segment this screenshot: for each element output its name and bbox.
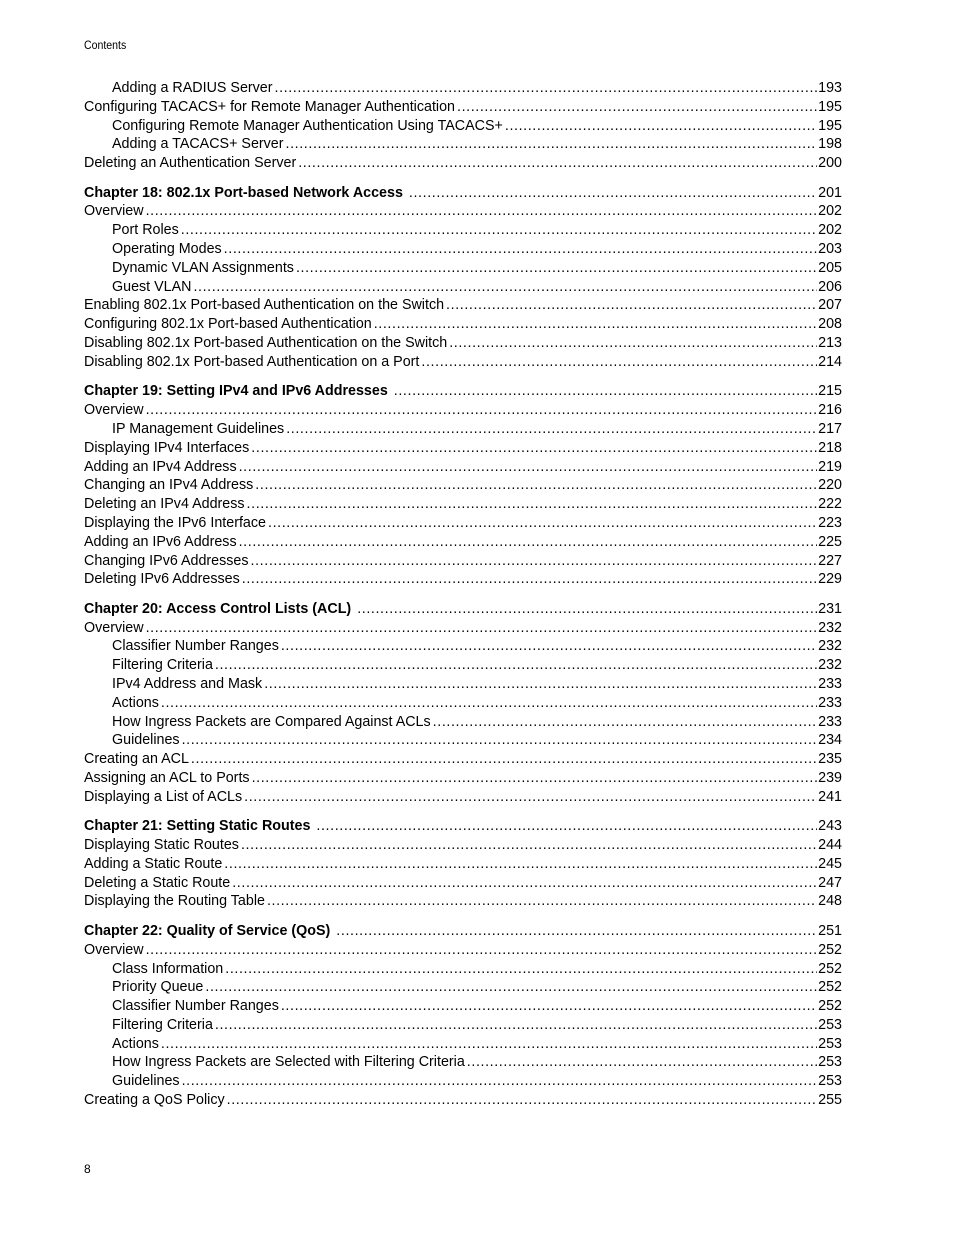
toc-chapter-heading[interactable] <box>84 817 842 836</box>
toc-entry[interactable] <box>84 458 842 477</box>
toc-entry-title: Configuring 802.1x Port-based Authentication <box>84 316 372 333</box>
toc-entry-page: 233 <box>818 675 842 692</box>
dot-leader <box>213 1016 817 1035</box>
dot-leader <box>419 353 817 372</box>
dot-leader <box>273 79 818 98</box>
toc-entry[interactable] <box>84 570 842 589</box>
toc-entry[interactable] <box>84 1035 842 1054</box>
toc-entry[interactable] <box>84 694 842 713</box>
toc-entry[interactable] <box>84 495 842 514</box>
toc-entry-page: 253 <box>818 1073 842 1090</box>
toc-entry-title: Displaying a List of ACLs <box>84 788 243 805</box>
toc-entry[interactable] <box>84 439 842 458</box>
dot-leader <box>253 476 817 495</box>
toc-entry-page: 232 <box>818 638 842 655</box>
toc-entry-title: Port Roles <box>112 222 179 239</box>
dot-leader <box>237 458 818 477</box>
toc-entry-title: Enabling 802.1x Port-based Authentication on the Switch <box>84 297 445 314</box>
toc-entry-page: 229 <box>818 571 842 588</box>
toc-entry[interactable] <box>84 941 842 960</box>
toc-entry-title: How Ingress Packets are Compared Against ACLs <box>112 713 431 730</box>
dot-leader <box>223 960 817 979</box>
dot-leader <box>237 533 818 552</box>
dot-leader <box>279 637 817 656</box>
toc-entry[interactable] <box>84 221 842 240</box>
dot-leader <box>431 713 817 732</box>
toc-entry-page: 235 <box>818 751 842 768</box>
dot-leader <box>249 439 817 458</box>
toc-entry[interactable] <box>84 117 842 136</box>
toc-entry-title: IPv4 Address and Mask <box>112 675 263 692</box>
page-number: 8 <box>84 1162 91 1176</box>
toc-entry-page: 217 <box>818 420 842 437</box>
toc-entry-page: 247 <box>818 874 842 891</box>
toc-entry[interactable] <box>84 1053 842 1072</box>
toc-entry[interactable] <box>84 637 842 656</box>
toc-entry-page: 253 <box>818 1016 842 1033</box>
dot-leader <box>250 769 818 788</box>
toc-entry-page: 215 <box>818 383 842 400</box>
toc-entry[interactable] <box>84 731 842 750</box>
toc-entry[interactable] <box>84 420 842 439</box>
toc-chapter-heading[interactable] <box>84 382 842 401</box>
toc-entry[interactable] <box>84 334 842 353</box>
toc-entry[interactable] <box>84 892 842 911</box>
toc-entry-title: Guest VLAN <box>112 278 192 295</box>
toc-entry-title: Chapter 21: Setting Static Routes <box>84 818 311 835</box>
toc-entry-title: Classifier Number Ranges <box>112 998 279 1015</box>
dot-leader <box>180 731 818 750</box>
running-header: Contents <box>84 38 127 52</box>
toc-entry-title: Guidelines <box>112 732 180 749</box>
toc-entry[interactable] <box>84 353 842 372</box>
toc-entry-title: Class Information <box>112 960 224 977</box>
toc-entry-page: 223 <box>818 514 842 531</box>
toc-entry[interactable] <box>84 240 842 259</box>
toc-entry[interactable] <box>84 960 842 979</box>
toc-entry[interactable] <box>84 769 842 788</box>
toc-entry[interactable] <box>84 874 842 893</box>
toc-entry-title: Deleting a Static Route <box>84 874 231 891</box>
toc-entry-page: 253 <box>818 1035 842 1052</box>
toc-entry-page: 239 <box>818 769 842 786</box>
toc-entry-page: 205 <box>818 259 842 276</box>
dot-leader <box>249 552 818 571</box>
toc-entry[interactable] <box>84 278 842 297</box>
toc-entry[interactable] <box>84 855 842 874</box>
toc-entry-title: Operating Modes <box>112 241 222 258</box>
toc-entry-page: 243 <box>818 818 842 835</box>
toc-entry-title: IP Management Guidelines <box>112 420 285 437</box>
toc-entry[interactable] <box>84 750 842 769</box>
toc-entry-page: 253 <box>818 1054 842 1071</box>
toc-entry-page: 233 <box>818 694 842 711</box>
table-of-contents <box>84 79 842 1110</box>
toc-entry-title: Deleting an IPv4 Address <box>84 496 245 513</box>
toc-entry-title: Adding an IPv4 Address <box>84 458 237 475</box>
toc-entry-page: 193 <box>818 80 842 96</box>
toc-entry-page: 252 <box>818 979 842 996</box>
toc-entry-title: Changing IPv6 Addresses <box>84 552 249 569</box>
toc-entry[interactable] <box>84 1072 842 1091</box>
dot-leader <box>314 817 817 836</box>
dot-leader <box>265 892 817 911</box>
toc-entry-title: Overview <box>84 619 144 636</box>
dot-leader <box>179 221 817 240</box>
toc-entry[interactable] <box>84 978 842 997</box>
dot-leader <box>225 1091 817 1110</box>
toc-entry-title: Chapter 18: 802.1x Port-based Network Access <box>84 184 403 201</box>
toc-entry[interactable] <box>84 1016 842 1035</box>
toc-entry-title: Priority Queue <box>112 979 204 996</box>
toc-entry-title: Adding a Static Route <box>84 855 223 872</box>
toc-entry-title: Actions <box>112 1035 159 1052</box>
toc-entry-title: Displaying Static Routes <box>84 837 239 854</box>
toc-entry[interactable] <box>84 476 842 495</box>
toc-entry[interactable] <box>84 675 842 694</box>
toc-entry-title: Filtering Criteria <box>112 1016 213 1033</box>
toc-entry-title: Chapter 20: Access Control Lists (ACL) <box>84 600 352 617</box>
dot-leader <box>407 184 817 203</box>
toc-entry[interactable] <box>84 997 842 1016</box>
toc-chapter-heading[interactable] <box>84 922 842 941</box>
toc-entry-title: Overview <box>84 402 144 419</box>
toc-entry[interactable] <box>84 154 842 173</box>
dot-leader <box>222 855 817 874</box>
toc-entry-title: Assigning an ACL to Ports <box>84 769 250 786</box>
toc-entry-title: Disabling 802.1x Port-based Authentication on a Port <box>84 353 420 370</box>
toc-entry-page: 207 <box>818 297 842 314</box>
toc-entry-title: Dynamic VLAN Assignments <box>112 259 294 276</box>
toc-entry-title: Overview <box>84 203 144 220</box>
dot-leader <box>266 514 817 533</box>
dot-leader <box>465 1053 817 1072</box>
toc-entry-title: Changing an IPv4 Address <box>84 477 254 494</box>
dot-leader <box>245 495 818 514</box>
toc-entry-title: Overview <box>84 941 144 958</box>
dot-leader <box>447 334 817 353</box>
toc-entry-page: 200 <box>818 155 842 172</box>
dot-leader <box>284 135 818 154</box>
toc-entry-title: How Ingress Packets are Selected with Filtering Criteria <box>112 1054 465 1071</box>
toc-entry-page: 245 <box>818 855 842 872</box>
toc-entry-page: 232 <box>818 657 842 674</box>
toc-entry-title: Classifier Number Ranges <box>112 638 279 655</box>
toc-entry-page: 248 <box>818 893 842 910</box>
toc-entry[interactable] <box>84 788 842 807</box>
dot-leader <box>180 1072 818 1091</box>
toc-entry[interactable] <box>84 98 842 117</box>
toc-entry-page: 222 <box>818 496 842 513</box>
toc-entry-title: Guidelines <box>112 1073 180 1090</box>
dot-leader <box>240 570 817 589</box>
toc-entry-page: 252 <box>818 941 842 958</box>
toc-entry[interactable] <box>84 79 842 98</box>
toc-entry-title: Displaying the IPv6 Interface <box>84 514 266 531</box>
toc-entry-page: 251 <box>818 922 842 939</box>
dot-leader <box>503 117 817 136</box>
toc-entry-title: Actions <box>112 694 159 711</box>
dot-leader <box>230 874 817 893</box>
toc-entry[interactable] <box>84 296 842 315</box>
toc-entry-title: Filtering Criteria <box>112 657 213 674</box>
dot-leader <box>294 259 817 278</box>
toc-entry-page: 234 <box>818 732 842 749</box>
dot-leader <box>239 836 817 855</box>
dot-leader <box>144 941 818 960</box>
toc-entry-title: Creating an ACL <box>84 751 189 768</box>
toc-entry-page: 213 <box>818 335 842 352</box>
dot-leader <box>159 694 817 713</box>
dot-leader <box>296 154 817 173</box>
toc-entry-page: 203 <box>818 241 842 258</box>
dot-leader <box>159 1035 817 1054</box>
toc-entry-page: 201 <box>818 184 842 201</box>
toc-entry-page: 195 <box>818 98 842 115</box>
toc-entry[interactable] <box>84 135 842 154</box>
toc-entry-title: Deleting IPv6 Addresses <box>84 571 240 588</box>
toc-entry[interactable] <box>84 552 842 571</box>
toc-entry-page: 241 <box>818 788 842 805</box>
dot-leader <box>144 619 818 638</box>
toc-entry-page: 216 <box>818 402 842 419</box>
toc-entry-title: Configuring TACACS+ for Remote Manager Authentication <box>84 98 455 115</box>
toc-entry-page: 220 <box>818 477 842 494</box>
toc-entry-title: Configuring Remote Manager Authentication Using TACACS+ <box>112 117 503 134</box>
toc-entry[interactable] <box>84 619 842 638</box>
dot-leader <box>213 656 817 675</box>
toc-entry-page: 198 <box>818 136 842 153</box>
toc-entry-page: 206 <box>818 278 842 295</box>
dot-leader <box>144 401 818 420</box>
toc-entry-page: 232 <box>818 619 842 636</box>
dot-leader <box>334 922 817 941</box>
toc-entry-page: 202 <box>818 222 842 239</box>
toc-entry-page: 225 <box>818 533 842 550</box>
dot-leader <box>242 788 817 807</box>
toc-entry[interactable] <box>84 1091 842 1110</box>
toc-entry-page: 231 <box>818 600 842 617</box>
toc-entry-title: Adding a RADIUS Server <box>112 80 273 96</box>
toc-entry-page: 233 <box>818 713 842 730</box>
toc-entry-page: 208 <box>818 316 842 333</box>
toc-entry[interactable] <box>84 259 842 278</box>
dot-leader <box>222 240 817 259</box>
toc-entry-title: Displaying IPv4 Interfaces <box>84 439 250 456</box>
dot-leader <box>262 675 817 694</box>
dot-leader <box>284 420 817 439</box>
toc-chapter-heading[interactable] <box>84 184 842 203</box>
toc-entry[interactable] <box>84 401 842 420</box>
dot-leader <box>203 978 817 997</box>
toc-entry-title: Displaying the Routing Table <box>84 893 265 910</box>
toc-entry-title: Deleting an Authentication Server <box>84 155 297 172</box>
dot-leader <box>191 278 817 297</box>
dot-leader <box>444 296 817 315</box>
toc-entry-title: Chapter 19: Setting IPv4 and IPv6 Addresses <box>84 383 388 400</box>
toc-entry-page: 244 <box>818 837 842 854</box>
toc-entry-page: 252 <box>818 960 842 977</box>
toc-entry-title: Disabling 802.1x Port-based Authentication on the Switch <box>84 335 448 352</box>
toc-entry[interactable] <box>84 656 842 675</box>
toc-chapter-heading[interactable] <box>84 600 842 619</box>
toc-entry[interactable] <box>84 315 842 334</box>
toc-entry[interactable] <box>84 836 842 855</box>
toc-entry-page: 195 <box>818 117 842 134</box>
dot-leader <box>189 750 817 769</box>
toc-entry-page: 227 <box>818 552 842 569</box>
dot-leader <box>372 315 817 334</box>
dot-leader <box>355 600 817 619</box>
toc-entry-page: 252 <box>818 998 842 1015</box>
toc-entry-page: 219 <box>818 458 842 475</box>
toc-entry-title: Chapter 22: Quality of Service (QoS) <box>84 922 331 939</box>
toc-entry-title: Adding an IPv6 Address <box>84 533 237 550</box>
dot-leader <box>144 202 818 221</box>
toc-entry-title: Creating a QoS Policy <box>84 1092 225 1109</box>
dot-leader <box>279 997 817 1016</box>
toc-entry-page: 255 <box>818 1092 842 1109</box>
toc-entry-page: 202 <box>818 203 842 220</box>
toc-entry[interactable] <box>84 202 842 221</box>
toc-entry-page: 214 <box>818 353 842 370</box>
toc-entry-title: Adding a TACACS+ Server <box>112 136 284 153</box>
toc-entry[interactable] <box>84 533 842 552</box>
toc-entry[interactable] <box>84 514 842 533</box>
dot-leader <box>455 98 817 117</box>
dot-leader <box>392 382 817 401</box>
toc-entry-page: 218 <box>818 439 842 456</box>
toc-entry[interactable] <box>84 713 842 732</box>
